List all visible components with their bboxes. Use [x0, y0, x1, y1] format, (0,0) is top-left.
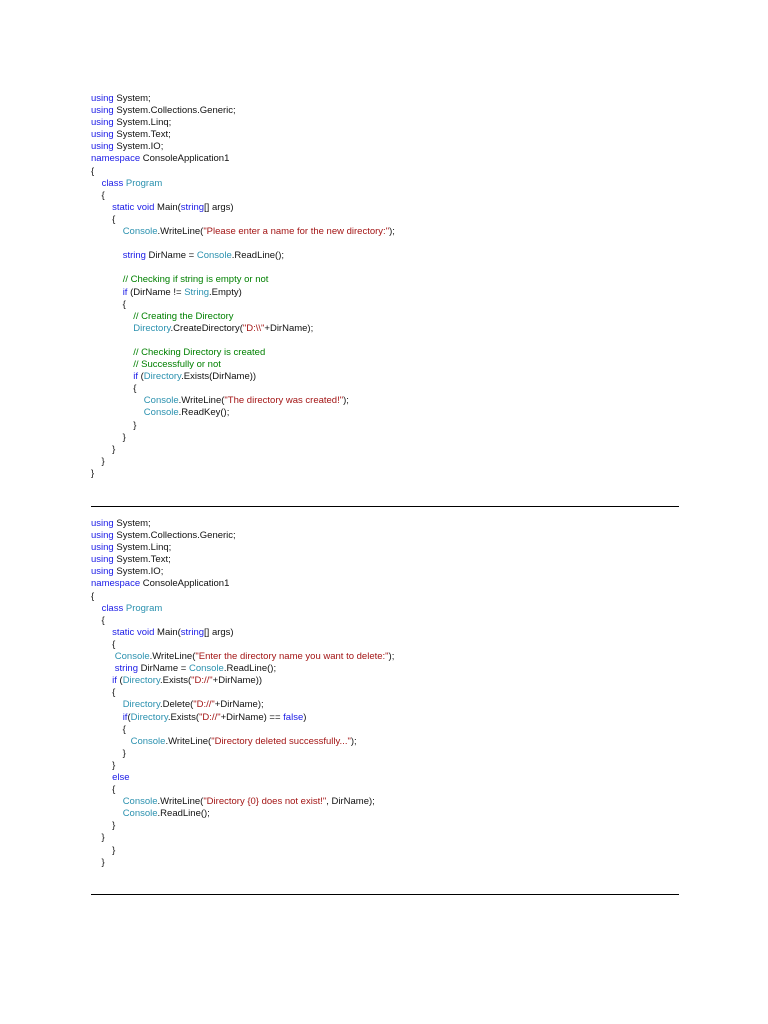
code-token: Directory — [122, 675, 160, 687]
code-token: false — [283, 711, 304, 723]
code-token: System.IO; — [113, 566, 164, 578]
code-line — [91, 214, 395, 226]
code-token: "Directory {0} does not exist!" — [203, 796, 327, 808]
code-token: } — [91, 820, 116, 832]
code-line — [91, 250, 395, 262]
code-token: ( — [116, 675, 123, 687]
code-token: static — [112, 201, 135, 213]
code-line — [91, 736, 394, 748]
code-token — [91, 250, 123, 261]
code-token: { — [91, 590, 95, 602]
code-token: Main( — [154, 201, 181, 213]
code-line — [91, 299, 395, 311]
code-token: System.Collections.Generic; — [113, 105, 236, 117]
code-line — [91, 530, 394, 542]
code-line — [91, 772, 394, 784]
code-token — [91, 651, 115, 662]
code-token: // Successfully or not — [133, 359, 221, 371]
code-line — [91, 663, 394, 675]
code-token: .WriteLine( — [178, 395, 225, 407]
code-line — [91, 371, 395, 383]
code-token: [] args) — [204, 626, 234, 638]
code-line — [91, 651, 394, 663]
code-token: void — [136, 201, 155, 213]
code-line — [91, 335, 395, 347]
code-token: System.Text; — [113, 129, 171, 141]
code-token: System; — [113, 518, 151, 529]
code-token: System.Text; — [113, 554, 171, 566]
code-token: .WriteLine( — [149, 651, 196, 663]
code-token: .Exists(DirName)) — [181, 371, 257, 383]
code-token: String — [184, 286, 210, 298]
code-token: using — [91, 129, 114, 141]
code-token: Console — [114, 651, 150, 663]
code-token — [91, 347, 133, 358]
code-token: DirName = — [138, 663, 189, 675]
code-line — [91, 554, 394, 566]
code-line — [91, 832, 394, 844]
code-line — [91, 699, 394, 711]
code-token: Directory — [122, 699, 160, 711]
code-token: string — [180, 201, 205, 213]
code-token: // Checking Directory is created — [133, 346, 266, 358]
code-token: { — [91, 165, 95, 177]
code-line — [91, 615, 394, 627]
code-line — [91, 456, 395, 468]
code-line — [91, 117, 395, 129]
code-token — [91, 323, 133, 334]
code-line — [91, 675, 394, 687]
code-token: if — [112, 675, 117, 687]
code-token — [91, 395, 144, 406]
code-token: Directory — [130, 711, 168, 723]
code-line — [91, 238, 395, 250]
code-token — [91, 226, 123, 237]
code-line — [91, 784, 394, 796]
code-token — [91, 603, 102, 614]
code-token: Console — [196, 250, 232, 262]
code-token: else — [112, 771, 130, 783]
code-token: namespace — [91, 578, 141, 590]
code-line — [91, 178, 395, 190]
code-token: using — [91, 530, 114, 542]
code-token: namespace — [91, 153, 141, 165]
code-token: .Exists( — [167, 711, 200, 723]
code-line — [91, 845, 394, 857]
code-token: ( — [127, 711, 131, 723]
code-token: string — [114, 663, 138, 675]
code-token: +DirName)) — [212, 675, 263, 687]
horizontal-divider — [91, 894, 679, 895]
code-token: System.IO; — [113, 141, 164, 153]
code-token: .Delete( — [160, 699, 194, 711]
code-line — [91, 566, 394, 578]
code-token: ); — [343, 395, 349, 407]
code-token: { — [91, 723, 126, 735]
code-token — [91, 772, 112, 783]
code-token: { — [91, 189, 105, 201]
code-token: { — [91, 213, 116, 225]
code-line — [91, 407, 395, 419]
code-line — [91, 262, 395, 274]
code-line — [91, 359, 395, 371]
code-token: class — [101, 602, 124, 614]
code-token — [91, 712, 123, 723]
code-token — [91, 311, 133, 322]
code-line — [91, 444, 395, 456]
code-line — [91, 687, 394, 699]
code-token: using — [91, 93, 114, 104]
code-line — [91, 542, 394, 554]
code-line — [91, 202, 395, 214]
code-token: Console — [188, 663, 224, 675]
code-token: using — [91, 542, 114, 554]
code-line — [91, 603, 394, 615]
code-token: .WriteLine( — [157, 226, 204, 238]
code-token: } — [91, 419, 137, 431]
code-line — [91, 420, 395, 432]
code-line — [91, 383, 395, 395]
code-token: ); — [389, 226, 395, 238]
code-listing-delete-directory — [91, 518, 394, 869]
code-token: if — [133, 371, 138, 383]
code-line — [91, 712, 394, 724]
code-token: { — [91, 298, 126, 310]
code-token: Console — [122, 796, 158, 808]
code-token: { — [91, 614, 105, 626]
code-line — [91, 639, 394, 651]
code-token — [91, 274, 123, 285]
code-line — [91, 274, 395, 286]
code-line — [91, 311, 395, 323]
code-token: ); — [388, 651, 395, 663]
code-token: // Creating the Directory — [133, 310, 234, 322]
code-token: System.Linq; — [113, 117, 172, 129]
code-token: ) — [303, 711, 307, 723]
code-token: class — [101, 177, 124, 189]
code-token: } — [91, 844, 116, 856]
code-listing-create-directory — [91, 93, 395, 480]
code-token: Console — [143, 395, 179, 407]
code-token: } — [91, 759, 116, 771]
code-token — [91, 675, 112, 686]
code-line — [91, 591, 394, 603]
code-line — [91, 857, 394, 869]
code-token — [91, 627, 112, 638]
code-token: Console — [122, 226, 158, 238]
code-token: // Checking if string is empty or not — [122, 274, 269, 286]
code-token: "Directory deleted successfully..." — [211, 735, 351, 747]
code-token: "D://" — [199, 711, 221, 723]
horizontal-divider — [91, 506, 679, 507]
code-token: "Please enter a name for the new directory:" — [203, 226, 390, 238]
code-token: string — [122, 250, 146, 262]
code-token: Console — [130, 735, 166, 747]
code-token: using — [91, 117, 114, 129]
code-line — [91, 226, 395, 238]
code-token: "The directory was created!" — [224, 395, 344, 407]
code-token: Console — [143, 407, 179, 419]
code-line — [91, 796, 394, 808]
code-token: void — [136, 626, 155, 638]
code-line — [91, 578, 394, 590]
code-line — [91, 627, 394, 639]
code-token: { — [91, 383, 137, 395]
code-line — [91, 808, 394, 820]
code-token: DirName = — [145, 250, 197, 262]
code-line — [91, 748, 394, 760]
code-token: { — [91, 687, 116, 699]
code-line — [91, 432, 395, 444]
code-line — [91, 153, 395, 165]
code-token — [91, 287, 123, 298]
code-token: ConsoleApplication1 — [140, 153, 230, 165]
code-token: (DirName != — [127, 286, 185, 298]
code-token: Console — [122, 808, 158, 820]
code-token: +DirName); — [214, 699, 264, 711]
code-token: Main( — [154, 626, 181, 638]
code-line — [91, 347, 395, 359]
code-token — [91, 663, 115, 674]
code-token: using — [91, 105, 114, 117]
code-token: } — [91, 443, 116, 455]
code-token: "D://" — [193, 699, 215, 711]
code-line — [91, 190, 395, 202]
code-token: { — [91, 784, 116, 796]
code-token: .ReadLine(); — [157, 808, 210, 820]
code-token: { — [91, 638, 116, 650]
code-token: "D:\\" — [242, 322, 265, 334]
code-line — [91, 105, 395, 117]
code-token: "D://" — [191, 675, 213, 687]
code-token — [91, 796, 123, 807]
code-token: .WriteLine( — [157, 796, 204, 808]
code-token — [91, 202, 112, 213]
code-line — [91, 323, 395, 335]
code-line — [91, 141, 395, 153]
code-token: +DirName) == — [220, 711, 284, 723]
code-token — [91, 736, 131, 747]
code-token: "Enter the directory name you want to delete:" — [195, 651, 389, 663]
code-token: } — [91, 747, 126, 759]
code-token: ( — [137, 371, 144, 383]
code-token: Directory — [133, 322, 171, 334]
code-token: } — [91, 467, 95, 479]
code-token — [91, 407, 144, 418]
code-token: using — [91, 141, 114, 153]
code-token — [91, 178, 102, 189]
code-token: .WriteLine( — [165, 735, 212, 747]
code-token: if — [122, 711, 128, 723]
code-token — [91, 699, 123, 710]
code-token: } — [91, 431, 126, 443]
code-token — [91, 359, 133, 370]
code-token: } — [91, 856, 105, 868]
code-line — [91, 287, 395, 299]
code-line — [91, 129, 395, 141]
code-line — [91, 760, 394, 772]
code-line — [91, 93, 395, 105]
code-token: string — [180, 626, 205, 638]
code-token: System; — [113, 93, 151, 104]
code-line — [91, 820, 394, 832]
code-token: Directory — [143, 371, 182, 383]
code-token: .CreateDirectory( — [170, 322, 243, 334]
code-token: , DirName); — [326, 796, 375, 808]
code-token: } — [91, 455, 105, 467]
code-token: .ReadLine(); — [223, 663, 277, 675]
code-line — [91, 724, 394, 736]
code-line — [91, 166, 395, 178]
code-token: .Exists( — [160, 675, 192, 687]
code-token — [91, 371, 133, 382]
code-token: +DirName); — [264, 322, 314, 334]
code-line — [91, 395, 395, 407]
code-token: Program — [125, 602, 163, 614]
code-token: using — [91, 566, 114, 578]
code-token: Program — [125, 177, 163, 189]
code-line — [91, 518, 394, 530]
code-token: ConsoleApplication1 — [140, 578, 230, 590]
code-token: ); — [350, 735, 357, 747]
code-token: System.Linq; — [113, 542, 172, 554]
code-token: } — [91, 832, 105, 844]
code-token: System.Collections.Generic; — [113, 530, 236, 542]
code-token: .ReadLine(); — [231, 250, 285, 262]
code-token: .ReadKey(); — [178, 407, 230, 419]
code-token: if — [122, 286, 128, 298]
code-token: .Empty) — [209, 286, 242, 298]
code-token: [] args) — [204, 201, 234, 213]
code-token: static — [112, 626, 135, 638]
code-token — [91, 808, 123, 819]
code-token: using — [91, 518, 114, 529]
code-token: using — [91, 554, 114, 566]
code-line — [91, 468, 395, 480]
